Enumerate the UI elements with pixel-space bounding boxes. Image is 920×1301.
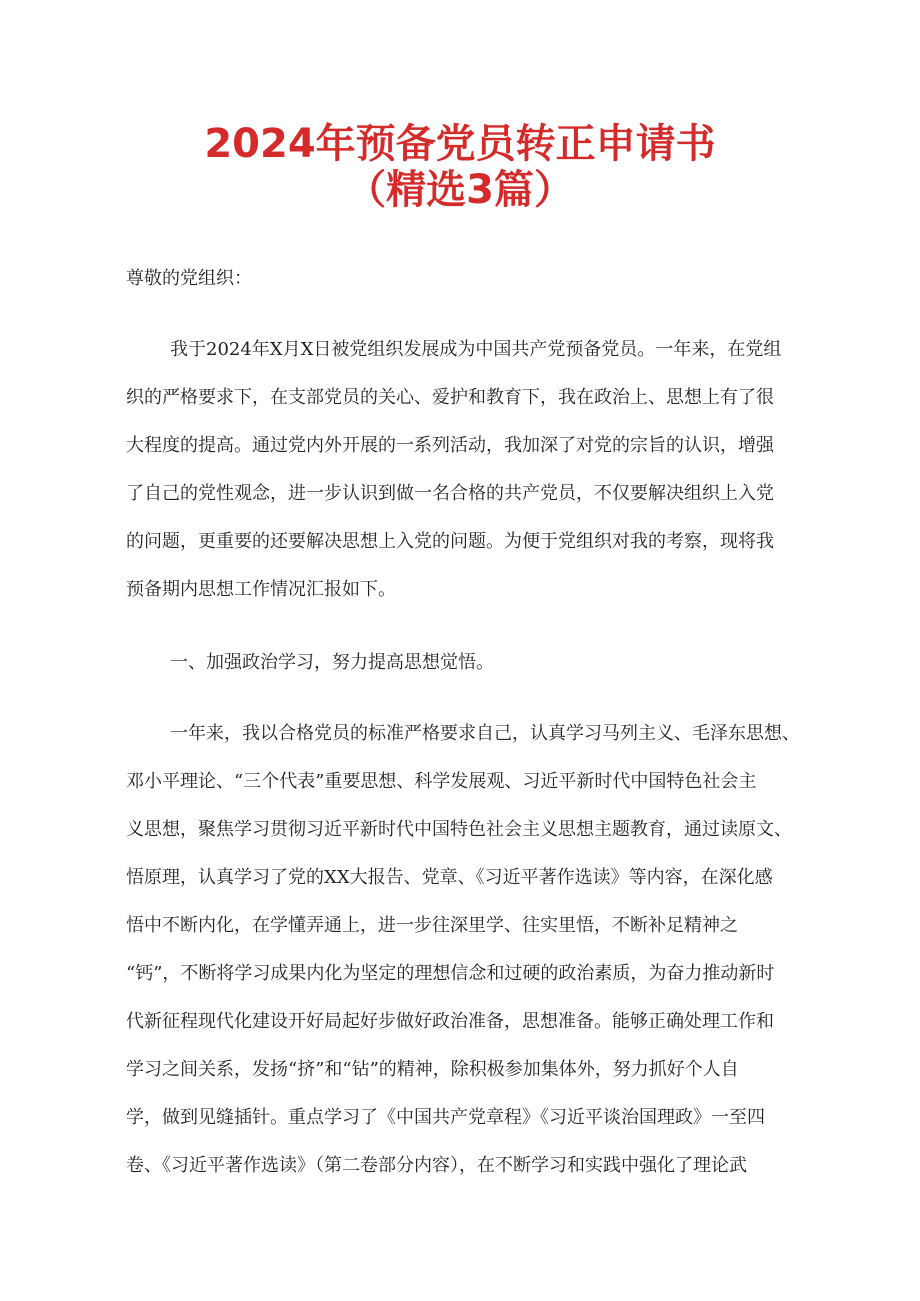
paragraph-line: 学习之间关系，发扬“挤”和“钻”的精神，除积极参加集体外，努力抓好个人自 bbox=[126, 1059, 739, 1080]
paragraph-line: 学，做到见缝插针。重点学习了《中国共产党章程》《习近平谈治国理政》一至四 bbox=[126, 1107, 765, 1128]
paragraph-line: 邓小平理论、“三个代表”重要思想、科学发展观、习近平新时代中国特色社会主 bbox=[126, 771, 757, 792]
salutation-text: 尊敬的党组织： bbox=[126, 268, 252, 289]
section-heading-1 bbox=[126, 639, 806, 687]
paragraph-line: 一年来，我以合格党员的标准严格要求自己，认真学习马列主义、毛泽东思想、 bbox=[170, 723, 800, 744]
paragraph-line: 预备期内思想工作情况汇报如下。 bbox=[126, 579, 396, 600]
paragraph-line: 卷、《习近平著作选读》（第二卷部分内容），在不断学习和实践中强化了理论武 bbox=[126, 1155, 747, 1176]
document-subtitle: （精选3篇） bbox=[346, 167, 574, 213]
paragraph-line: 悟中不断内化，在学懂弄通上，进一步往深里学、往实里悟，不断补足精神之 bbox=[126, 915, 738, 936]
salutation bbox=[126, 255, 806, 303]
section-heading-text: 一、加强政治学习，努力提高思想觉悟。 bbox=[170, 652, 494, 673]
paragraph-line: “钙”，不断将学习成果内化为坚定的理想信念和过硬的政治素质，为奋力推动新时 bbox=[126, 963, 775, 984]
paragraph-line: 了自己的党性观念，进一步认识到做一名合格的共产党员，不仅要解决组织上入党 bbox=[126, 483, 774, 504]
document-title: 2024年预备党员转正申请书 bbox=[204, 121, 716, 167]
paragraph-line: 我于2024年X月X日被党组织发展成为中国共产党预备党员。一年来，在党组 bbox=[170, 339, 782, 360]
paragraph-line: 大程度的提高。通过党内外开展的一系列活动，我加深了对党的宗旨的认识，增强 bbox=[126, 435, 774, 456]
paragraph-2 bbox=[126, 710, 806, 1190]
paragraph-line: 义思想，聚焦学习贯彻习近平新时代中国特色社会主义思想主题教育，通过读原文、 bbox=[126, 819, 792, 840]
paragraph-line: 代新征程现代化建设开好局起好步做好政治准备，思想准备。能够正确处理工作和 bbox=[126, 1011, 774, 1032]
paragraph-line: 悟原理，认真学习了党的XX大报告、党章、《习近平著作选读》等内容，在深化感 bbox=[126, 867, 773, 888]
paragraph-line: 的问题，更重要的还要解决思想上入党的问题。为便于党组织对我的考察，现将我 bbox=[126, 531, 774, 552]
paragraph-line: 织的严格要求下，在支部党员的关心、爱护和教育下，我在政治上、思想上有了很 bbox=[126, 387, 774, 408]
paragraph-1 bbox=[126, 326, 806, 614]
